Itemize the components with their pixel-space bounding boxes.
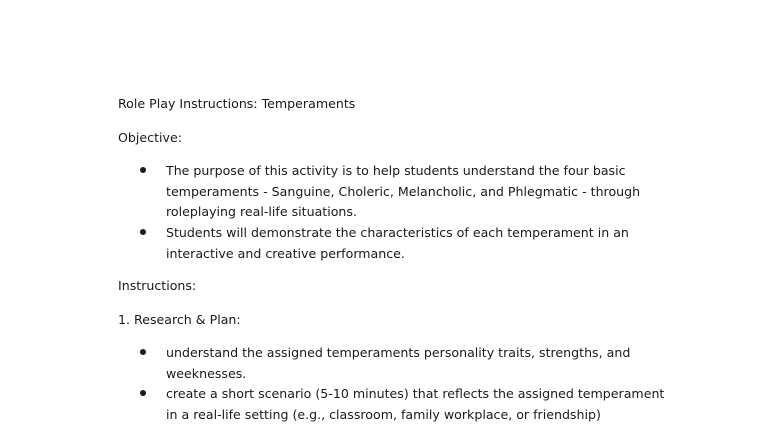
bullet-icon [140, 349, 146, 355]
bullet-icon [140, 390, 146, 396]
bullet-text: create a short scenario (5-10 minutes) that reflects the assigned temperament in a real-life setting (e.g., classroom, family workplace, or friendship) [166, 386, 665, 422]
document-title: Role Play Instructions: Temperaments [118, 96, 356, 111]
bullet-text: The purpose of this activity is to help students understand the four basic temperaments - Sanguine, Choleric, Melancholic, and Phlegmatic - through roleplaying real-life situations. [166, 163, 641, 219]
bullet-text: understand the assigned temperaments personality traits, strengths, and weeknesses. [166, 345, 631, 381]
step1-heading: 1. Research & Plan: [118, 312, 241, 327]
objective-heading: Objective: [118, 130, 182, 145]
instructions-heading: Instructions: [118, 278, 197, 293]
bullet-icon [140, 167, 146, 173]
bullet-icon [140, 229, 146, 235]
bullet-text: Students will demonstrate the characteristics of each temperament in an interactive and creative performance. [166, 225, 629, 261]
